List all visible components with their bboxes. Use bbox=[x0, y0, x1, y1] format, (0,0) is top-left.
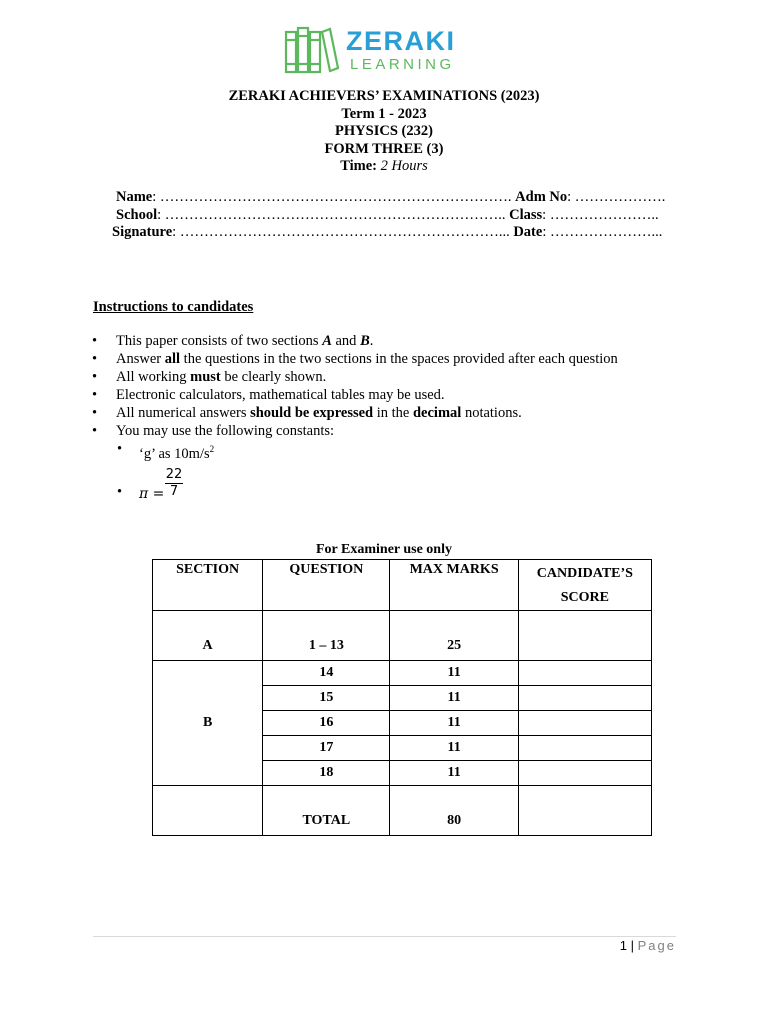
question-cell: 14 bbox=[263, 661, 390, 686]
school-field[interactable]: : …………………………………………………………….. bbox=[157, 206, 506, 223]
name-row bbox=[112, 189, 665, 207]
total-max-marks: 80 bbox=[390, 786, 518, 836]
table-row bbox=[153, 661, 652, 686]
candidate-fields bbox=[112, 189, 665, 242]
instruction-text: Electronic calculators, mathematical tables may be used. bbox=[116, 387, 445, 403]
pi-fraction bbox=[165, 467, 183, 500]
instructions-title: Instructions to candidates bbox=[93, 299, 254, 315]
logo-word-learning: LEARNING bbox=[350, 56, 455, 73]
books-icon bbox=[284, 26, 340, 76]
max-marks-cell: 11 bbox=[390, 736, 518, 761]
instruction-emphasis: must bbox=[190, 369, 221, 385]
page-word: Page bbox=[637, 938, 676, 953]
date-label: Date bbox=[513, 224, 543, 240]
class-field[interactable]: : ………………….. bbox=[542, 206, 659, 223]
max-marks-cell: 11 bbox=[390, 761, 518, 786]
bullet: • bbox=[117, 483, 123, 500]
exam-subject: PHYSICS (232) bbox=[335, 123, 433, 139]
footer-divider bbox=[93, 936, 676, 937]
header-max-marks: MAX MARKS bbox=[390, 560, 518, 611]
adm-field[interactable]: : ………………. bbox=[567, 189, 666, 205]
question-cell: 1 – 13 bbox=[263, 611, 390, 661]
date-field[interactable]: : …………………... bbox=[542, 224, 663, 240]
class-label: Class bbox=[509, 206, 543, 223]
exam-time bbox=[0, 158, 768, 176]
examiner-marks-table bbox=[152, 559, 652, 836]
total-label: TOTAL bbox=[263, 786, 390, 836]
instruction-text: This paper consists of two sections bbox=[116, 333, 323, 349]
score-cell[interactable] bbox=[518, 661, 651, 686]
max-marks-cell: 11 bbox=[390, 661, 518, 686]
header-candidate-score: CANDIDATE’S SCORE bbox=[518, 560, 651, 611]
exam-form: FORM THREE (3) bbox=[324, 140, 444, 157]
table-row-section-a bbox=[153, 611, 652, 661]
section-cell-empty bbox=[153, 786, 263, 836]
instruction-text: the questions in the two sections in the spaces provided after each question bbox=[180, 351, 618, 367]
constants-list bbox=[117, 440, 214, 503]
instruction-text: All working bbox=[116, 369, 191, 385]
instruction-text: All numerical answers bbox=[116, 405, 251, 421]
instructions-list bbox=[92, 332, 618, 440]
time-value: 2 Hours bbox=[380, 158, 428, 174]
header-question: QUESTION bbox=[263, 560, 390, 611]
section-cell: A bbox=[153, 611, 263, 661]
constant-pi bbox=[117, 463, 214, 503]
max-marks-cell: 25 bbox=[390, 611, 518, 661]
score-cell[interactable] bbox=[518, 761, 651, 786]
time-label: Time: bbox=[340, 158, 377, 174]
exam-title: ZERAKI ACHIEVERS’ EXAMINATIONS (2023) bbox=[228, 88, 540, 104]
score-cell[interactable] bbox=[518, 686, 651, 711]
pi-symbol: π = bbox=[139, 485, 165, 502]
instruction-item bbox=[92, 350, 618, 368]
instruction-item bbox=[92, 404, 618, 422]
table-header-row bbox=[153, 560, 652, 611]
signature-row bbox=[112, 224, 665, 242]
question-cell: 17 bbox=[263, 736, 390, 761]
score-cell[interactable] bbox=[518, 611, 651, 661]
constant-g bbox=[117, 440, 214, 463]
instruction-text: in the bbox=[373, 405, 413, 421]
table-row-total bbox=[153, 786, 652, 836]
signature-label: Signature bbox=[112, 224, 173, 240]
instruction-text: . bbox=[369, 333, 374, 349]
instruction-text: Answer bbox=[116, 351, 165, 367]
exam-header bbox=[0, 88, 768, 176]
section-a-ref: A bbox=[322, 333, 332, 349]
pi-numerator: 22 bbox=[165, 466, 183, 482]
page-separator: | bbox=[627, 938, 638, 953]
name-label: Name bbox=[116, 189, 153, 205]
zeraki-logo bbox=[284, 26, 474, 76]
instruction-text: be clearly shown. bbox=[220, 369, 327, 385]
question-cell: 16 bbox=[263, 711, 390, 736]
school-row bbox=[112, 207, 665, 225]
question-cell: 18 bbox=[263, 761, 390, 786]
logo-word-zeraki: ZERAKI bbox=[346, 26, 456, 56]
instruction-text: and bbox=[331, 333, 361, 349]
signature-field[interactable]: : …………………………………………………………... bbox=[172, 224, 510, 240]
instruction-item bbox=[92, 332, 618, 350]
instruction-item bbox=[92, 422, 618, 440]
question-cell: 15 bbox=[263, 686, 390, 711]
instruction-emphasis: should be expressed bbox=[250, 405, 374, 421]
pi-denominator: 7 bbox=[169, 483, 179, 499]
instruction-item bbox=[92, 368, 618, 386]
instruction-text: notations. bbox=[461, 405, 522, 421]
name-field[interactable]: : ………………………………………………………………. bbox=[152, 189, 512, 205]
score-cell[interactable] bbox=[518, 711, 651, 736]
page-footer bbox=[620, 938, 676, 953]
exam-term: Term 1 - 2023 bbox=[341, 105, 427, 122]
score-cell[interactable] bbox=[518, 736, 651, 761]
section-b-ref: B bbox=[360, 333, 370, 349]
adm-label: Adm No bbox=[515, 189, 568, 205]
constant-g-text: ‘g’ as 10m/s bbox=[139, 445, 210, 462]
instruction-text: You may use the following constants: bbox=[116, 423, 335, 439]
instruction-item bbox=[92, 386, 618, 404]
constant-g-exponent: 2 bbox=[209, 444, 215, 454]
instruction-emphasis: decimal bbox=[412, 405, 462, 421]
max-marks-cell: 11 bbox=[390, 711, 518, 736]
section-cell: B bbox=[153, 661, 263, 786]
header-section: SECTION bbox=[153, 560, 263, 611]
school-label: School bbox=[116, 206, 158, 223]
max-marks-cell: 11 bbox=[390, 686, 518, 711]
page-number: 1 bbox=[619, 938, 628, 953]
examiner-table-title: For Examiner use only bbox=[316, 542, 452, 557]
total-score-cell[interactable] bbox=[518, 786, 651, 836]
instruction-emphasis: all bbox=[164, 351, 181, 367]
